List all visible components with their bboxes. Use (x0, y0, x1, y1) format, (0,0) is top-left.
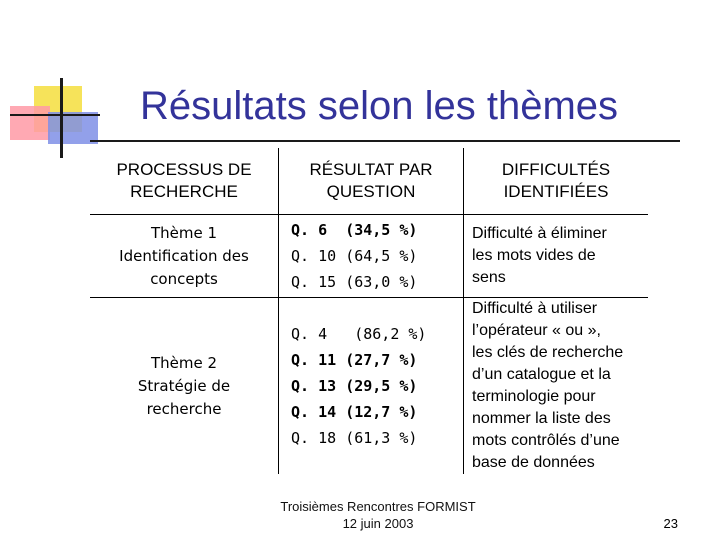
theme-line: concepts (150, 269, 218, 288)
difficulty-cell (464, 298, 649, 475)
question-number: Q. 10 (291, 247, 337, 265)
question-line (291, 399, 459, 425)
question-line (291, 269, 459, 295)
difficulty-line: terminologie pour (472, 388, 596, 405)
question-percent: (12,7 %) (345, 403, 418, 421)
header-result (279, 148, 464, 215)
difficulty-line: sens (472, 269, 506, 286)
slide-footer (240, 498, 516, 532)
footer-event: Troisièmes Rencontres FORMIST (280, 499, 476, 514)
table-row (90, 215, 648, 298)
difficulty-line: les clés de recherche (472, 344, 624, 361)
header-result-line: RÉSULTAT PAR (309, 160, 433, 179)
question-number: Q. 15 (291, 273, 337, 291)
question-percent: (34,5 %) (345, 221, 418, 239)
question-percent: (29,5 %) (345, 377, 418, 395)
question-number: Q. 14 (291, 403, 337, 421)
questions-cell (279, 298, 464, 475)
slide-title: Résultats selon les thèmes (140, 84, 619, 128)
theme-line: recherche (146, 399, 222, 418)
question-number: Q. 18 (291, 429, 337, 447)
question-number: Q. 4 (291, 325, 328, 343)
question-line (291, 347, 459, 373)
difficulty-line: Difficulté à éliminer (472, 225, 607, 242)
question-number: Q. 11 (291, 351, 337, 369)
question-percent: (86,2 %) (354, 325, 427, 343)
difficulty-cell (464, 215, 649, 298)
theme-line: Stratégie de (137, 376, 231, 395)
question-line (291, 217, 459, 243)
question-percent: (27,7 %) (345, 351, 418, 369)
header-difficulties (464, 148, 649, 215)
difficulty-line: les mots vides de (472, 247, 596, 264)
results-table (90, 148, 648, 474)
difficulty-line: base de données (472, 454, 595, 471)
difficulty-line: nommer la liste des (472, 410, 611, 427)
logo-horizontal-line (10, 114, 100, 116)
difficulty-line: d’un catalogue et la (472, 366, 611, 383)
questions-cell (279, 215, 464, 298)
header-difficulties-line: IDENTIFIÉES (503, 182, 609, 201)
difficulty-line: l’opérateur « ou », (472, 322, 601, 339)
question-line (291, 243, 459, 269)
question-line (291, 321, 459, 347)
theme-cell (90, 215, 279, 298)
question-percent: (61,3 %) (345, 429, 418, 447)
header-difficulties-line: DIFFICULTÉS (501, 160, 611, 179)
difficulty-line: mots contrôlés d’une (472, 432, 620, 449)
table-row (90, 298, 648, 475)
question-percent: (64,5 %) (345, 247, 418, 265)
theme-cell (90, 298, 279, 475)
question-line (291, 425, 459, 451)
page-number: 23 (663, 516, 678, 531)
theme-line: Thème 2 (150, 353, 218, 372)
header-process (90, 148, 279, 215)
header-result-line: QUESTION (326, 182, 416, 201)
theme-line: Thème 1 (150, 223, 218, 242)
logo-block-pink (10, 106, 50, 140)
footer-date: 12 juin 2003 (342, 516, 414, 531)
theme-line: Identification des (119, 246, 249, 265)
question-number: Q. 13 (291, 377, 337, 395)
table-header-row (90, 148, 648, 215)
question-percent: (63,0 %) (345, 273, 418, 291)
header-process-line: PROCESSUS DE (116, 160, 252, 179)
difficulty-line: Difficulté à utiliser (472, 300, 598, 317)
header-process-line: RECHERCHE (130, 182, 238, 201)
logo-vertical-line (60, 78, 63, 158)
question-line (291, 373, 459, 399)
question-number: Q. 6 (291, 221, 328, 239)
title-divider (90, 140, 680, 142)
